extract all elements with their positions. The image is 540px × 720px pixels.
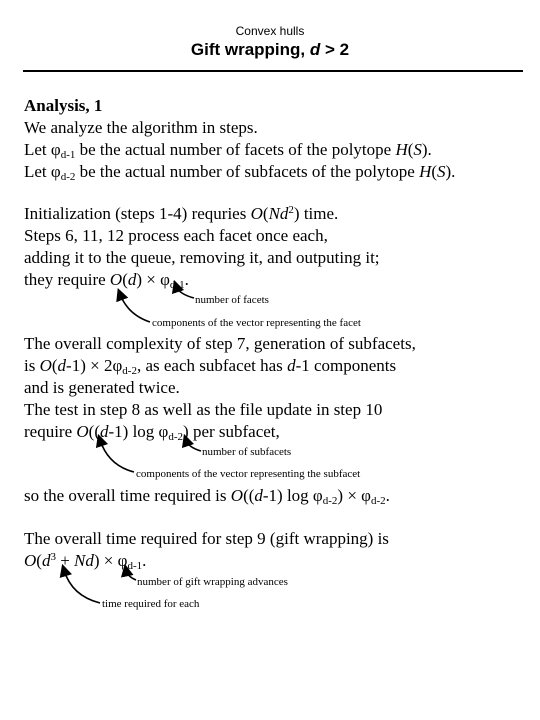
test-step8-line: The test in step 8 as well as the file update in step 10 <box>24 400 383 419</box>
analysis-heading: Analysis, 1 <box>24 96 103 115</box>
arrow-subfacet-components <box>100 440 134 472</box>
title-main: Gift wrapping, <box>190 40 310 59</box>
note-number-of-subfacets: number of subfacets <box>202 446 292 458</box>
gift-wrapping-formula-line: $O(d^3 + Nd) \times \varphi_{d-1}$. <box>24 551 147 572</box>
overall-step7-line: The overall complexity of step 7, generation of subfacets, <box>24 334 416 353</box>
require-line: they require $O(d) \times \varphi_{d-1}$. <box>24 270 189 291</box>
note-gift-wrapping-advances: number of gift wrapping advances <box>137 576 288 588</box>
note-facet-components: components of the vector representing the facet <box>152 317 361 329</box>
complexity-line: is $O(d-1) \times 2\varphi_{d-2}$, as each subfacet has d-1 components <box>24 356 397 377</box>
steps-line: Steps 6, 11, 12 process each facet once each, <box>24 226 328 245</box>
overall-time-line: so the overall time required is O((d-1) $\log \varphi_{d-2}) \times \varphi_{d-2}$. <box>24 486 390 507</box>
title-divider <box>23 70 523 72</box>
adding-line: adding it to the queue, removing it, and outputing it; <box>24 248 380 267</box>
note-subfacet-components: components of the vector representing the subfacet <box>136 468 361 480</box>
step9-line: The overall time required for step 9 (gift wrapping) is <box>24 529 389 548</box>
let-facets-line: Let $\varphi_{d-1}$ be the actual number of facets of the polytope H(S). <box>24 140 432 161</box>
title-variable: d <box>309 40 321 59</box>
slide-title <box>0 40 540 60</box>
arrow-facet-components <box>120 294 150 322</box>
generated-twice-line: and is generated twice. <box>24 378 180 397</box>
note-time-required-each: time required for each <box>102 598 200 610</box>
require-subfacet-line: require O((d-1) $\log \varphi_{d-2}$) per subfacet, <box>24 422 280 443</box>
note-number-of-facets: number of facets <box>195 294 269 306</box>
initialization-line: Initialization (steps 1-4) requries O(Nd$^2$) time. <box>24 204 339 223</box>
title-rest: > 2 <box>320 40 350 59</box>
arrow-time-required-each <box>64 570 100 603</box>
intro-line: We analyze the algorithm in steps. <box>24 118 258 137</box>
let-subfacets-line: Let $\varphi_{d-2}$ be the actual number of subfacets of the polytope H(S). <box>24 162 456 183</box>
section-subtitle: Convex hulls <box>235 24 305 38</box>
